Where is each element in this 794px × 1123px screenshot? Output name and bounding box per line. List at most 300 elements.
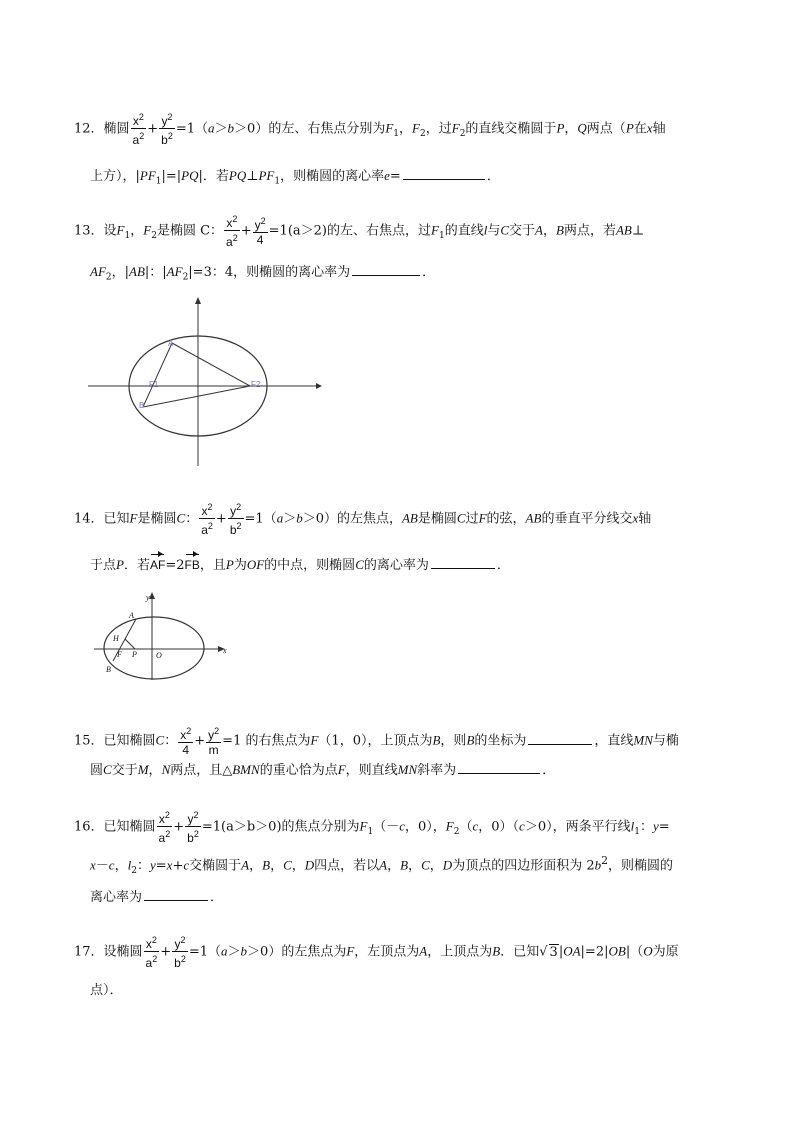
var: c — [183, 857, 190, 873]
label-f2: F2 — [251, 380, 261, 389]
var: AB — [129, 264, 145, 279]
text: + — [172, 858, 184, 874]
var: x — [90, 857, 96, 873]
text: ＞ — [283, 511, 297, 527]
fraction-y2-b2 — [185, 808, 201, 846]
var: y — [161, 114, 168, 128]
var: B — [432, 732, 441, 748]
exp: 2 — [180, 954, 186, 964]
text: ． — [496, 558, 510, 573]
label-p: P — [132, 650, 137, 659]
text: 的重心恰为点 — [259, 763, 338, 778]
label-x: x — [223, 646, 227, 655]
text: 12．椭圆 — [74, 121, 130, 137]
var: AF — [166, 264, 183, 279]
fraction-y2-4 — [253, 214, 268, 248]
text: 14．已知 — [74, 511, 130, 527]
q16-line3 — [90, 888, 223, 906]
text: ＞0），两条平行线 — [524, 819, 631, 835]
text: ． — [542, 763, 556, 778]
var: C — [500, 222, 510, 238]
var: M — [137, 762, 149, 777]
text: ， — [429, 858, 443, 874]
var: a — [226, 235, 233, 249]
var: x — [180, 728, 187, 742]
text: 是椭圆 — [137, 511, 177, 527]
exp: 2 — [139, 131, 145, 141]
text: 与 — [487, 223, 501, 239]
text: |（ — [625, 944, 644, 960]
var: c — [519, 818, 525, 834]
label-y: y — [146, 593, 150, 602]
var: PQ — [181, 168, 199, 183]
var: B — [492, 943, 501, 959]
fraction-x2-a2 — [224, 212, 240, 250]
answer-blank[interactable] — [431, 556, 495, 569]
q17-line2 — [90, 983, 123, 999]
var: y — [187, 812, 194, 826]
var: a — [208, 120, 215, 136]
text: ： — [136, 858, 150, 874]
text: |=| — [161, 169, 182, 184]
label-f1: F1 — [149, 380, 159, 389]
var: AB — [525, 510, 542, 526]
text: ， — [148, 763, 162, 778]
q16-line2 — [90, 853, 673, 879]
sub: 1 — [367, 827, 374, 838]
var: y — [652, 818, 659, 834]
text: | — [558, 944, 564, 960]
text: 13．设 — [74, 223, 117, 239]
var: l — [483, 222, 488, 238]
sub: 2 — [131, 865, 137, 876]
fraction-x2-a2 — [199, 500, 215, 538]
text: ＞0）的左焦点为 — [247, 944, 347, 960]
text: ． — [486, 169, 500, 184]
var: a — [158, 831, 166, 845]
text: = — [155, 858, 167, 874]
var: PF — [258, 168, 275, 183]
text: ， — [564, 121, 578, 137]
text: =1（ — [244, 511, 277, 527]
text: ＞ — [227, 944, 241, 960]
sub: 2 — [453, 827, 460, 838]
var: D — [442, 857, 453, 873]
var: a — [201, 523, 208, 537]
var: x — [158, 812, 165, 826]
exp: 2 — [236, 502, 242, 512]
q16-line1: 16．已知椭圆 $\frac{x^2}{a^2}$ + $\frac{y^2}{b^2}$ =1(a＞b＞0)的焦点分别为$F_1(-c$，0），$F_2(c$，0）（c＞0），两条平行线$l_1$：y= — [74, 810, 670, 845]
text: 圆 — [90, 763, 104, 778]
exp: 2 — [152, 954, 158, 964]
text: ，直线 — [594, 733, 634, 749]
text: （1，0），上顶点为 — [318, 733, 433, 749]
text: ，且 — [199, 558, 226, 573]
exp: 2 — [207, 521, 213, 531]
var: B — [400, 857, 409, 873]
y-axis-arrow — [149, 592, 155, 599]
var: y — [174, 937, 181, 951]
var: D — [304, 857, 315, 873]
var: F — [478, 510, 487, 526]
var: PF — [139, 168, 156, 183]
text: ： — [164, 733, 178, 749]
var: P — [225, 557, 234, 572]
text: 点）． — [90, 983, 123, 998]
text: 与椭 — [652, 733, 679, 749]
var: e — [384, 168, 390, 183]
text: ， — [270, 858, 284, 874]
var: m — [208, 743, 219, 757]
text: |=2| — [580, 944, 609, 960]
answer-blank[interactable] — [403, 167, 485, 180]
text: = — [658, 819, 670, 835]
text: 的垂直平分线交 — [541, 511, 633, 527]
text: 的中点，则椭圆 — [264, 558, 356, 573]
text: 交椭圆于 — [189, 858, 242, 874]
var: F — [116, 222, 125, 238]
text: 轴 — [652, 121, 666, 137]
text: ， — [291, 858, 305, 874]
exp: 2 — [180, 935, 186, 945]
text: 在 — [633, 121, 647, 137]
exp: 2 — [260, 216, 266, 226]
var: P — [625, 120, 634, 136]
sub: 1 — [155, 176, 162, 187]
var: C — [283, 857, 292, 873]
var: A — [379, 857, 388, 873]
var: l — [630, 818, 635, 834]
text: ， — [542, 223, 556, 239]
text: ，过 — [425, 121, 452, 137]
var: MN — [633, 732, 653, 748]
text: ．已知 — [500, 944, 540, 960]
fraction-y2-m — [206, 724, 221, 758]
var: C — [355, 557, 364, 572]
fraction-x2-a2 — [131, 110, 147, 148]
label-f: F — [117, 650, 122, 659]
var: OA — [563, 943, 581, 959]
var: A — [419, 943, 428, 959]
var: c — [472, 818, 479, 834]
exp: 2 — [138, 112, 144, 122]
text: 两点，且△ — [170, 763, 233, 778]
text: 于点 — [90, 558, 117, 573]
text: － — [95, 858, 109, 874]
q14-line2 — [90, 556, 510, 574]
perpendicular-bisector — [125, 639, 135, 649]
var: B — [262, 857, 271, 873]
var: F — [337, 762, 346, 777]
exp: 2 — [236, 521, 242, 531]
vector-af: AF — [149, 558, 166, 572]
text: ， — [249, 858, 263, 874]
var: x — [226, 216, 233, 230]
sqrt-icon: √ — [539, 944, 548, 960]
text: =1（ — [175, 121, 209, 137]
q12-line1: 12．椭圆 $\frac{x^2}{a^2}$ + $\frac{y^2}{b^2}$ =1（a＞b＞0）的左、右焦点分别为$F_1$，$F_2$，过$F_2$的直线交椭圆于P，Q两点（P在x轴 — [74, 112, 666, 147]
num: 4 — [182, 743, 190, 757]
var: y — [230, 504, 237, 518]
var: b — [187, 831, 194, 845]
var: BMN — [232, 762, 260, 777]
text: 是椭圆 C： — [156, 223, 224, 239]
label-a: A — [129, 611, 134, 620]
sub: 1 — [124, 231, 131, 242]
var: P — [556, 120, 565, 136]
text: 15．已知椭圆 — [74, 733, 156, 749]
ellipse — [104, 617, 204, 679]
segment-bf2 — [143, 386, 250, 407]
var: x — [132, 114, 139, 128]
text: ，则椭圆的 — [607, 858, 673, 874]
label-a: A — [168, 339, 174, 348]
exp: 2 — [164, 810, 170, 820]
answer-blank[interactable] — [352, 263, 420, 276]
text: 为原 — [652, 944, 679, 960]
text: （－ — [373, 819, 400, 835]
var: AF — [90, 264, 106, 279]
sub: 1 — [393, 129, 400, 140]
var: C — [456, 510, 466, 526]
label-b: B — [106, 665, 111, 674]
var: a — [276, 510, 284, 526]
text: ． — [422, 265, 436, 280]
answer-blank[interactable] — [458, 761, 540, 774]
text: ，0）， — [405, 819, 446, 835]
var: y — [254, 218, 261, 232]
sqrt-radicand: 3 — [549, 944, 558, 960]
exp: 2 — [167, 131, 173, 141]
fraction-x2-a2 — [157, 808, 173, 846]
text: ， — [130, 223, 144, 239]
text: 上方），| — [90, 169, 140, 184]
text: ， — [387, 858, 401, 874]
text: ，则椭圆的离心率 — [280, 169, 385, 184]
text: 的离心率为 — [363, 558, 429, 573]
sub: 2 — [459, 129, 466, 140]
sub: 2 — [419, 129, 426, 140]
text: 离心率为 — [90, 890, 143, 905]
var: a — [221, 943, 228, 959]
var: A — [241, 857, 250, 873]
var: c — [108, 857, 115, 873]
segment-af2 — [172, 343, 250, 386]
text: （ — [459, 819, 473, 835]
answer-blank[interactable] — [528, 732, 592, 745]
sub: 2 — [105, 272, 112, 283]
text: 是椭圆 — [417, 511, 457, 527]
text: ＞ — [214, 121, 228, 137]
text: ，左顶点为 — [354, 944, 420, 960]
var: y — [208, 728, 215, 742]
text: ． — [210, 890, 224, 905]
text: =1 的右焦点为 — [222, 733, 311, 749]
exp: 2 — [232, 214, 238, 224]
exp: 2 — [165, 829, 171, 839]
q13-ellipse-figure — [88, 296, 324, 468]
var: b — [161, 133, 168, 147]
text: 17．设椭圆 — [74, 944, 143, 960]
text: ， — [399, 121, 413, 137]
q15-line1: 15．已知椭圆C： $\frac{x^2}{4}$ + $\frac{y^2}{m}$ =1 的右焦点为F（1，0），上顶点为B，则B的坐标为 ，直线MN与椭 — [74, 726, 679, 757]
var: F — [359, 818, 368, 834]
text: =1(a＞2)的左、右焦点，过 — [268, 223, 431, 239]
var: AB — [615, 222, 632, 238]
text: ，0）（ — [478, 819, 520, 835]
var: PQ — [228, 168, 247, 183]
y-axis-arrow — [195, 297, 201, 304]
var: AB — [401, 510, 418, 526]
var: C — [176, 510, 186, 526]
var: OF — [246, 557, 265, 572]
fraction-y2-b2 — [172, 933, 188, 971]
var: B — [466, 732, 475, 748]
var: x — [145, 937, 152, 951]
q17-line1: 17．设椭圆 $\frac{x^2}{a^2}$ + $\frac{y^2}{b^2}$ =1（a＞b＞0）的左焦点为F，左顶点为A，上顶点为B．已知√ 3|OA|=2|OB|（O为原 — [74, 935, 679, 970]
exp: 2 — [167, 112, 173, 122]
sub: 2 — [151, 231, 157, 242]
exp: 2 — [186, 726, 192, 736]
q14-ellipse-figure — [92, 590, 232, 682]
text: =2 — [165, 558, 185, 573]
text: 两点，若 — [563, 223, 616, 239]
var: F — [431, 222, 439, 238]
sub: 1 — [274, 176, 281, 187]
var: b — [229, 523, 237, 537]
text: 的直线交椭圆于 — [465, 121, 557, 137]
num: 4 — [256, 233, 264, 247]
text: ，则直线 — [345, 763, 398, 778]
var: F — [346, 943, 355, 959]
var: l — [127, 857, 132, 873]
text: ⊥ — [246, 169, 259, 184]
var: P — [116, 557, 124, 572]
var: x — [201, 504, 208, 518]
var: C — [103, 762, 112, 777]
text: 交于 — [509, 223, 536, 239]
label-b: B — [139, 401, 145, 410]
var: x — [632, 510, 639, 526]
var: c — [399, 818, 405, 834]
exp: 2 — [151, 935, 157, 945]
var: b — [174, 956, 181, 970]
text: 轴 — [638, 511, 652, 527]
var: F — [143, 222, 152, 238]
var: OB — [608, 943, 626, 959]
var: F — [412, 120, 420, 136]
text: 交于 — [111, 763, 138, 778]
var: b — [240, 943, 248, 959]
text: 过 — [465, 511, 479, 527]
text: 为 — [233, 558, 247, 573]
fraction-y2-b2 — [159, 110, 175, 148]
text: = — [389, 169, 401, 184]
exp: 2 — [193, 810, 199, 820]
var: F — [310, 732, 319, 748]
text: 的弦， — [486, 511, 526, 527]
q13-line2 — [90, 263, 435, 286]
text: 为顶点的四边形面积为 2 — [452, 858, 595, 874]
answer-blank[interactable] — [144, 888, 208, 901]
exp: 2 — [193, 829, 199, 839]
q15-line2 — [90, 761, 555, 779]
sub: 1 — [438, 231, 445, 242]
q14-line1: 14．已知F是椭圆C： $\frac{x^2}{a^2}$ + $\frac{y^2}{b^2}$ =1（a＞b＞0）的左焦点，AB是椭圆C过F的弦，AB的垂直平分线交x轴 — [74, 502, 652, 537]
var: x — [166, 857, 173, 873]
fraction-x2-4 — [178, 724, 193, 758]
var: Q — [577, 120, 587, 136]
text: ： — [185, 511, 199, 527]
var: a — [132, 133, 140, 147]
var: b — [296, 510, 303, 526]
text: 的坐标为 — [474, 733, 527, 749]
var: F — [445, 818, 454, 834]
var: O — [643, 943, 653, 959]
var: a — [145, 956, 153, 970]
var: b — [227, 120, 235, 136]
var: MN — [397, 762, 418, 777]
exp: 2 — [601, 854, 608, 867]
sub: 1 — [634, 827, 640, 838]
var: N — [161, 762, 171, 777]
var: B — [556, 222, 564, 238]
text: ，| — [111, 265, 130, 280]
text: ，上顶点为 — [427, 944, 493, 960]
text: 两点（ — [586, 121, 626, 137]
var: F — [385, 120, 394, 136]
text: ．若 — [123, 558, 150, 573]
text: ： — [639, 819, 653, 835]
text: 的直线 — [444, 223, 484, 239]
text: =1(a＞b＞0)的焦点分别为 — [201, 819, 360, 835]
text: 斜率为 — [417, 763, 457, 778]
vector-fb: FB — [184, 558, 200, 572]
x-axis-arrow — [316, 383, 322, 389]
text: ⊥ — [631, 223, 645, 239]
text: |．若 — [198, 169, 229, 184]
text: 四点，若以 — [314, 858, 380, 874]
exp: 2 — [232, 233, 238, 243]
text: ，则 — [440, 733, 467, 749]
var: b — [594, 857, 602, 873]
label-h: H — [113, 634, 119, 643]
q12-line2 — [90, 167, 500, 190]
label-o: O — [156, 651, 162, 660]
text: ， — [114, 858, 128, 874]
var: A — [535, 222, 543, 238]
fraction-y2-b2 — [228, 500, 244, 538]
var: F — [451, 120, 460, 136]
text: ， — [408, 858, 422, 874]
text: |：| — [144, 265, 167, 280]
var: F — [129, 510, 138, 526]
text: 16．已知椭圆 — [74, 819, 156, 835]
var: C — [155, 732, 165, 748]
var: C — [421, 857, 430, 873]
text: |=3：4，则椭圆的离心率为 — [188, 265, 351, 280]
text: ＞0）的左、右焦点分别为 — [234, 121, 386, 137]
fraction-x2-a2 — [144, 933, 160, 971]
exp: 2 — [207, 502, 213, 512]
text: =1（ — [188, 944, 222, 960]
sub: 2 — [182, 272, 189, 283]
text: ＞0）的左焦点， — [302, 511, 402, 527]
var: y — [149, 857, 156, 873]
exp: 2 — [214, 726, 220, 736]
var: x — [646, 120, 653, 136]
q13-line1: 13．设$F_1$，$F_2$是椭圆 C： $\frac{x^2}{a^2}$ + $\frac{y^2}{4}$ =1(a＞2)的左、右焦点，过$F_1$的直线l与C交于A，B两点，若AB⊥ — [74, 214, 645, 249]
